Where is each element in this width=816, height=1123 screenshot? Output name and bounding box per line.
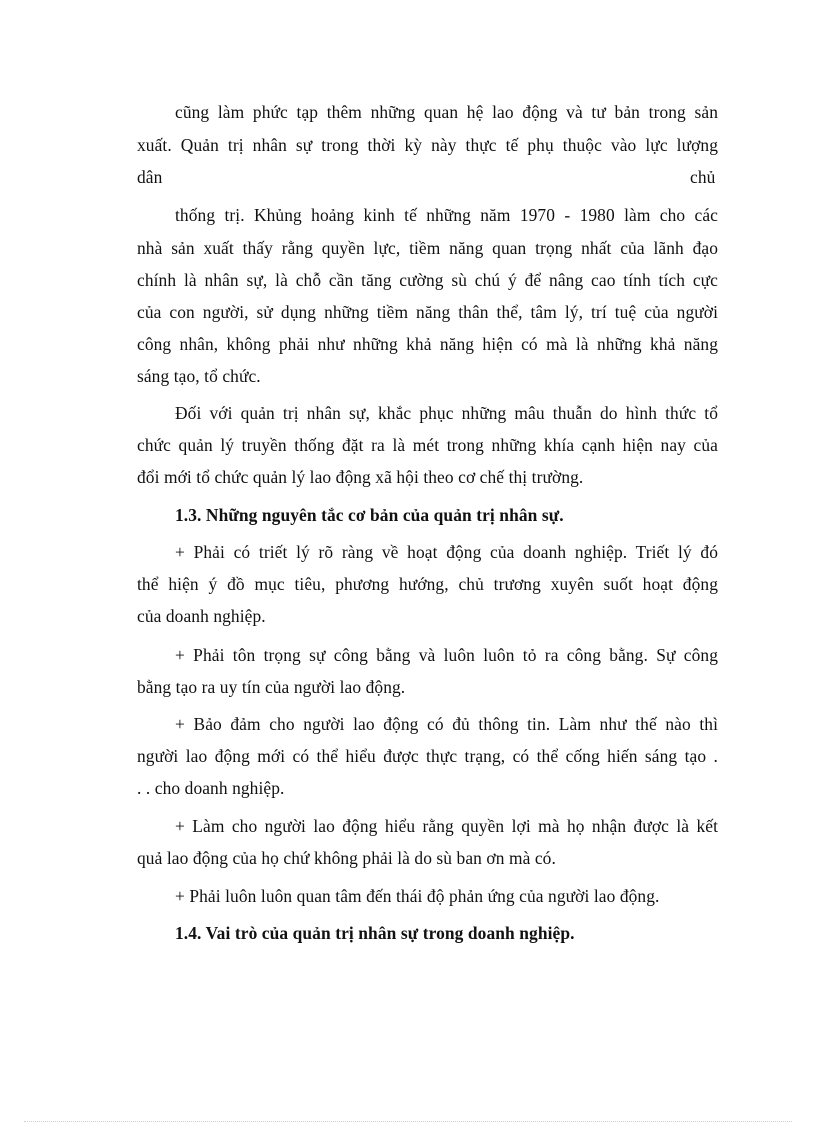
paragraph-line: chính là nhân sự, là chỗ cần tăng cường sù chú ý để nâng cao tính tích cực (137, 270, 718, 290)
paragraph-line: xuất. Quản trị nhân sự trong thời kỳ này thực tế phụ thuộc vào lực lượng (137, 135, 718, 155)
paragraph-line: thể hiện ý đồ mục tiêu, phương hướng, chủ trương xuyên suốt hoạt động (137, 574, 718, 594)
paragraph-line: . . cho doanh nghiệp. (137, 778, 285, 798)
paragraph-line: thống trị. Khủng hoảng kinh tế những năm 1970 - 1980 làm cho các (175, 205, 718, 225)
paragraph-line: + Phải có triết lý rõ ràng về hoạt động của doanh nghiệp. Triết lý đó (175, 542, 718, 562)
paragraph-line: đổi mới tổ chức quản lý lao động xã hội theo cơ chế thị trường. (137, 467, 584, 487)
paragraph-line: quả lao động của họ chứ không phải là do sù ban ơn mà có. (137, 848, 556, 868)
section-heading: 1.3. Những nguyên tắc cơ bản của quản trị nhân sự. (175, 505, 564, 525)
page-bottom-divider (24, 1121, 792, 1122)
paragraph-line: bằng tạo ra uy tín của người lao động. (137, 677, 406, 697)
paragraph-line: cũng làm phức tạp thêm những quan hệ lao động và tư bản trong sản (175, 102, 718, 122)
paragraph-line: của doanh nghiệp. (137, 606, 266, 626)
paragraph-line: nhà sản xuất thấy rằng quyền lực, tiềm năng quan trọng nhất của lãnh đạo (137, 238, 718, 258)
paragraph-line-left-word: dân (137, 167, 163, 187)
paragraph-line: sáng tạo, tổ chức. (137, 366, 261, 386)
paragraph-line: công nhân, không phải như những khả năng hiện có mà là những khả năng (137, 334, 718, 354)
paragraph-line: + Phải tôn trọng sự công bằng và luôn luôn tỏ ra công bằng. Sự công (175, 645, 718, 665)
section-heading: 1.4. Vai trò của quản trị nhân sự trong doanh nghiệp. (175, 923, 575, 943)
paragraph-line: của con người, sử dụng những tiềm năng thân thể, tâm lý, trí tuệ của người (137, 302, 718, 322)
paragraph-line: + Bảo đảm cho người lao động có đủ thông tin. Làm như thế nào thì (175, 714, 718, 734)
paragraph-line: chức quản lý truyền thống đặt ra là mét trong những khía cạnh hiện nay của (137, 435, 718, 455)
paragraph-line: Đối với quản trị nhân sự, khắc phục những mâu thuẫn do hình thức tổ (175, 403, 718, 423)
paragraph-line-right-word: chủ (690, 167, 716, 187)
paragraph-line: người lao động mới có thể hiểu được thực trạng, có thể cống hiến sáng tạo . (137, 746, 718, 766)
paragraph-line: + Làm cho người lao động hiểu rằng quyền lợi mà họ nhận được là kết (175, 816, 718, 836)
paragraph-line: + Phải luôn luôn quan tâm đến thái độ phản ứng của người lao động. (175, 886, 660, 906)
